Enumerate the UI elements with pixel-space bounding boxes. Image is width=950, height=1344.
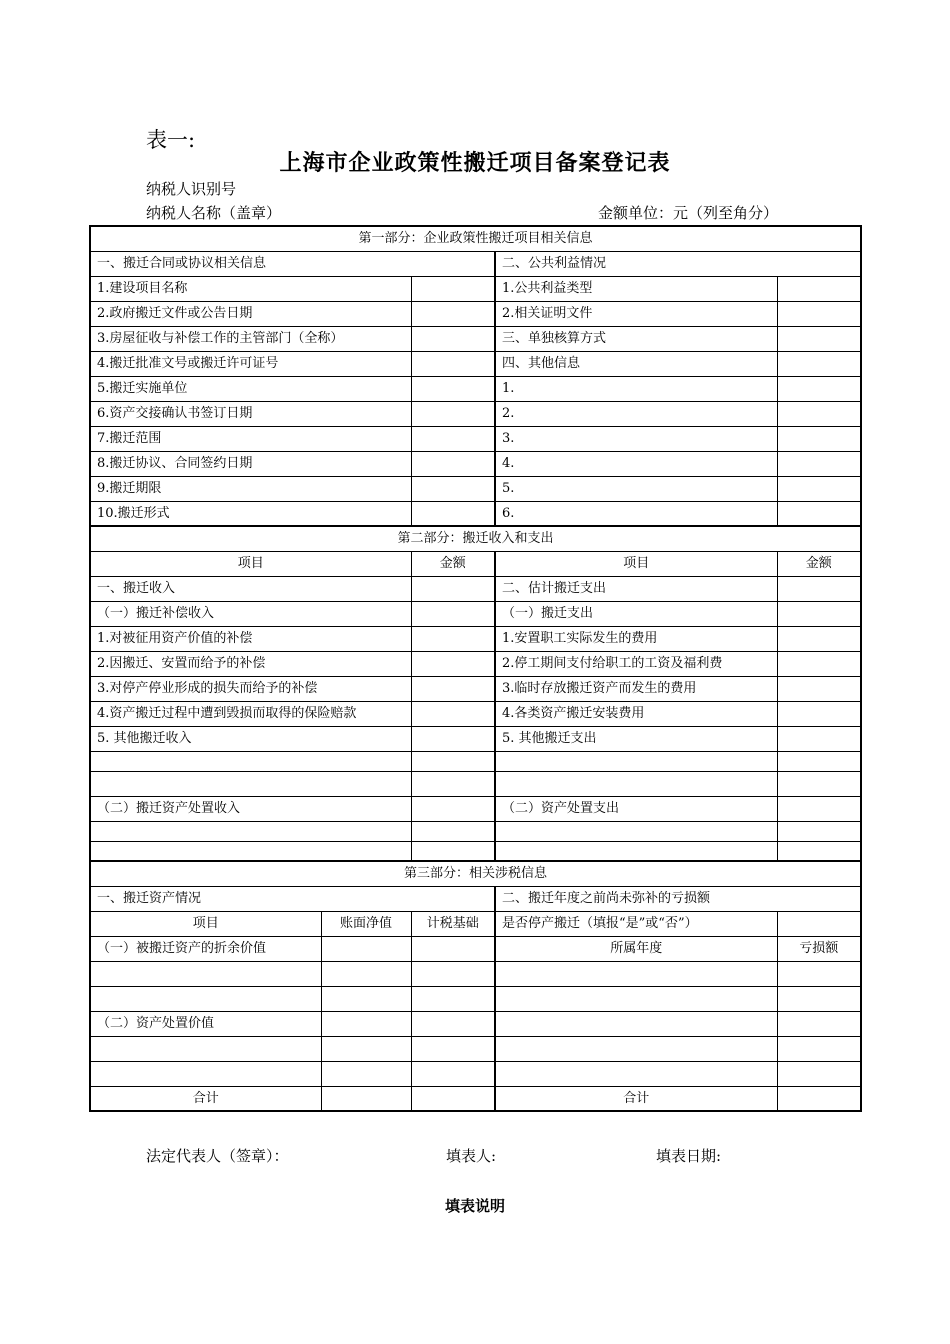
part2-disposal-expense-label: （二）资产处置支出	[495, 796, 777, 821]
part2-row	[90, 676, 861, 701]
blank-cell[interactable]	[777, 961, 861, 986]
part2-left-item-header: 项目	[90, 551, 411, 576]
blank-cell[interactable]	[411, 771, 495, 796]
table-label: 表一:	[146, 128, 196, 152]
part3-depreciated-label: （一）被搬迁资产的折余价值	[90, 936, 321, 961]
part2-left-amount[interactable]	[411, 676, 495, 701]
blank-cell[interactable]	[90, 961, 321, 986]
part2-title: 第二部分：搬迁收入和支出	[90, 526, 861, 551]
blank-cell[interactable]	[777, 751, 861, 771]
part1-row	[90, 276, 861, 301]
blank-cell[interactable]	[411, 1036, 495, 1061]
part1-row	[90, 326, 861, 351]
part2-left-label: 4.资产搬迁过程中遭到毁损而取得的保险赔款	[90, 701, 411, 726]
part1-left-label: 7.搬迁范围	[90, 426, 411, 451]
part3-year-value[interactable]	[495, 1011, 777, 1036]
filler-signature: 填表人:	[446, 1147, 497, 1165]
blank-cell[interactable]	[495, 751, 777, 771]
part1-row	[90, 501, 861, 526]
part3-total-book-value[interactable]	[321, 1086, 411, 1111]
part1-right-header: 二、公共利益情况	[495, 251, 861, 276]
part3-total-left-label: 合计	[90, 1086, 321, 1111]
part1-right-label: 4.	[495, 451, 777, 476]
part1-left-label: 4.搬迁批准文号或搬迁许可证号	[90, 351, 411, 376]
blank-cell[interactable]	[777, 986, 861, 1011]
blank-cell[interactable]	[321, 1036, 411, 1061]
part1-right-value[interactable]	[777, 501, 861, 526]
part3-total-tax-basis[interactable]	[411, 1086, 495, 1111]
part1-row	[90, 376, 861, 401]
part3-row	[90, 936, 861, 961]
part3-header-row	[90, 886, 861, 911]
part1-header-row	[90, 251, 861, 276]
part1-right-label: 1.	[495, 376, 777, 401]
part2-left-amount[interactable]	[411, 651, 495, 676]
page-title: 上海市企业政策性搬迁项目备案登记表	[279, 150, 671, 176]
taxpayer-name-label: 纳税人名称（盖章）	[146, 204, 282, 222]
part1-left-value[interactable]	[411, 476, 495, 501]
blank-cell[interactable]	[321, 1061, 411, 1086]
part1-right-label: 2.相关证明文件	[495, 301, 777, 326]
part1-left-value[interactable]	[411, 351, 495, 376]
part2-left-amount[interactable]	[411, 726, 495, 751]
blank-cell[interactable]	[777, 841, 861, 861]
part1-right-value[interactable]	[777, 276, 861, 301]
part2-left-amount-header: 金额	[411, 551, 495, 576]
part3-right-header: 二、搬迁年度之前尚未弥补的亏损额	[495, 886, 861, 911]
part3-stop-production-value[interactable]	[777, 911, 861, 936]
part2-row	[90, 626, 861, 651]
part2-row	[90, 701, 861, 726]
part3-loss-value[interactable]	[777, 1011, 861, 1036]
part2-left-label: 5. 其他搬迁收入	[90, 726, 411, 751]
part3-book-value[interactable]	[321, 936, 411, 961]
part1-right-value[interactable]	[777, 476, 861, 501]
part2-right-label: 2.停工期间支付给职工的工资及福利费	[495, 651, 777, 676]
blank-cell[interactable]	[90, 751, 411, 771]
part1-left-label: 6.资产交接确认书签订日期	[90, 401, 411, 426]
part3-tax-basis[interactable]	[411, 936, 495, 961]
part1-right-label: 6.	[495, 501, 777, 526]
legal-representative-signature: 法定代表人（签章）：	[146, 1147, 289, 1165]
part2-left-label: 一、搬迁收入	[90, 576, 411, 601]
part2-left-label: 1.对被征用资产价值的补偿	[90, 626, 411, 651]
part1-right-label: 四、其他信息	[495, 351, 777, 376]
part3-book-value-header: 账面净值	[321, 911, 411, 936]
blank-cell[interactable]	[411, 1061, 495, 1086]
part1-row	[90, 426, 861, 451]
blank-cell[interactable]	[411, 821, 495, 841]
part1-right-value[interactable]	[777, 376, 861, 401]
blank-cell[interactable]	[90, 1061, 321, 1086]
part2-right-label: 二、估计搬迁支出	[495, 576, 777, 601]
part1-left-label: 8.搬迁协议、合同签约日期	[90, 451, 411, 476]
part3-stop-production-label: 是否停产搬迁（填报“是”或“否”）	[495, 911, 777, 936]
blank-cell[interactable]	[90, 771, 411, 796]
part2-right-amount[interactable]	[777, 726, 861, 751]
part3-column-header-row	[90, 911, 861, 936]
blank-cell[interactable]	[495, 1061, 777, 1086]
part2-right-amount[interactable]	[777, 796, 861, 821]
blank-cell[interactable]	[495, 841, 777, 861]
part2-right-amount[interactable]	[777, 676, 861, 701]
part1-row	[90, 476, 861, 501]
part1-right-value[interactable]	[777, 326, 861, 351]
part2-left-amount[interactable]	[411, 576, 495, 601]
part2-right-amount[interactable]	[777, 651, 861, 676]
part2-right-label: 5. 其他搬迁支出	[495, 726, 777, 751]
part2-row	[90, 576, 861, 601]
blank-cell[interactable]	[411, 751, 495, 771]
part3-tax-basis[interactable]	[411, 1011, 495, 1036]
part1-left-label: 10.搬迁形式	[90, 501, 411, 526]
part2-right-amount[interactable]	[777, 701, 861, 726]
part1-left-value[interactable]	[411, 401, 495, 426]
part3-row	[90, 1011, 861, 1036]
part1-right-label: 三、单独核算方式	[495, 326, 777, 351]
blank-cell[interactable]	[777, 821, 861, 841]
part1-row	[90, 351, 861, 376]
part3-title-row	[90, 861, 861, 886]
part1-left-label: 1.建设项目名称	[90, 276, 411, 301]
registration-form-table	[89, 225, 862, 1112]
part2-row	[90, 726, 861, 751]
part1-left-value[interactable]	[411, 501, 495, 526]
part2-left-label: 2.因搬迁、安置而给予的补偿	[90, 651, 411, 676]
part1-right-label: 2.	[495, 401, 777, 426]
taxpayer-id-label: 纳税人识别号	[146, 180, 237, 198]
part2-blank-row	[90, 771, 861, 796]
blank-cell[interactable]	[411, 841, 495, 861]
part2-right-label: 3.临时存放搬迁资产而发生的费用	[495, 676, 777, 701]
part3-blank-row	[90, 1036, 861, 1061]
part1-title: 第一部分：企业政策性搬迁项目相关信息	[90, 226, 861, 251]
blank-cell[interactable]	[411, 986, 495, 1011]
part3-title: 第三部分：相关涉税信息	[90, 861, 861, 886]
blank-cell[interactable]	[495, 986, 777, 1011]
blank-cell[interactable]	[90, 1036, 321, 1061]
blank-cell[interactable]	[90, 821, 411, 841]
blank-cell[interactable]	[495, 821, 777, 841]
part2-disposal-income-label: （二）搬迁资产处置收入	[90, 796, 411, 821]
part3-loss-header: 亏损额	[777, 936, 861, 961]
part3-tax-basis-header: 计税基础	[411, 911, 495, 936]
part2-row	[90, 651, 861, 676]
part1-right-value[interactable]	[777, 301, 861, 326]
part1-left-value[interactable]	[411, 301, 495, 326]
blank-cell[interactable]	[321, 986, 411, 1011]
blank-cell[interactable]	[411, 961, 495, 986]
part2-blank-row	[90, 821, 861, 841]
part2-left-amount[interactable]	[411, 601, 495, 626]
part3-blank-row	[90, 986, 861, 1011]
part2-left-label: 3.对停产停业形成的损失而给予的补偿	[90, 676, 411, 701]
part1-left-value[interactable]	[411, 276, 495, 301]
part3-blank-row	[90, 1061, 861, 1086]
part2-right-label: （一）搬迁支出	[495, 601, 777, 626]
part1-right-value[interactable]	[777, 351, 861, 376]
part2-right-label: 1.安置职工实际发生的费用	[495, 626, 777, 651]
part1-left-label: 9.搬迁期限	[90, 476, 411, 501]
part3-total-right-label: 合计	[495, 1086, 777, 1111]
blank-cell[interactable]	[90, 986, 321, 1011]
part1-left-value[interactable]	[411, 376, 495, 401]
part1-row	[90, 401, 861, 426]
part1-left-value[interactable]	[411, 326, 495, 351]
part2-right-amount[interactable]	[777, 626, 861, 651]
part3-year-header: 所属年度	[495, 936, 777, 961]
part2-disposal-row	[90, 796, 861, 821]
part2-left-amount[interactable]	[411, 626, 495, 651]
blank-cell[interactable]	[495, 1036, 777, 1061]
part1-right-value[interactable]	[777, 426, 861, 451]
part3-blank-row	[90, 961, 861, 986]
part1-left-label: 5.搬迁实施单位	[90, 376, 411, 401]
part1-row	[90, 301, 861, 326]
part1-title-row	[90, 226, 861, 251]
part1-left-header: 一、搬迁合同或协议相关信息	[90, 251, 495, 276]
part2-right-label: 4.各类资产搬迁安装费用	[495, 701, 777, 726]
part1-left-label: 3.房屋征收与补偿工作的主管部门（全称）	[90, 326, 411, 351]
part2-blank-row	[90, 751, 861, 771]
part1-row	[90, 451, 861, 476]
blank-cell[interactable]	[777, 1036, 861, 1061]
part2-right-item-header: 项目	[495, 551, 777, 576]
part3-total-loss[interactable]	[777, 1086, 861, 1111]
blank-cell[interactable]	[90, 841, 411, 861]
blank-cell[interactable]	[321, 961, 411, 986]
amount-unit-label: 金额单位：元（列至角分）	[598, 204, 779, 222]
part2-left-label: （一）搬迁补偿收入	[90, 601, 411, 626]
part2-right-amount[interactable]	[777, 601, 861, 626]
part3-item-header: 项目	[90, 911, 321, 936]
blank-cell[interactable]	[495, 961, 777, 986]
blank-cell[interactable]	[777, 771, 861, 796]
part2-column-header-row	[90, 551, 861, 576]
part2-left-amount[interactable]	[411, 796, 495, 821]
fill-date: 填表日期:	[656, 1147, 722, 1165]
part3-disposal-value-label: （二）资产处置价值	[90, 1011, 321, 1036]
part1-left-value[interactable]	[411, 451, 495, 476]
part2-right-amount-header: 金额	[777, 551, 861, 576]
instructions-title: 填表说明	[444, 1197, 505, 1215]
part1-left-label: 2.政府搬迁文件或公告日期	[90, 301, 411, 326]
part1-right-value[interactable]	[777, 401, 861, 426]
part1-right-label: 5.	[495, 476, 777, 501]
part1-right-label: 3.	[495, 426, 777, 451]
part2-blank-row	[90, 841, 861, 861]
blank-cell[interactable]	[495, 771, 777, 796]
blank-cell[interactable]	[777, 1061, 861, 1086]
part3-left-header: 一、搬迁资产情况	[90, 886, 495, 911]
part2-right-amount[interactable]	[777, 576, 861, 601]
part2-title-row	[90, 526, 861, 551]
part3-total-row	[90, 1086, 861, 1111]
part2-row	[90, 601, 861, 626]
part3-book-value[interactable]	[321, 1011, 411, 1036]
part1-right-value[interactable]	[777, 451, 861, 476]
part1-left-value[interactable]	[411, 426, 495, 451]
part1-right-label: 1.公共利益类型	[495, 276, 777, 301]
part2-left-amount[interactable]	[411, 701, 495, 726]
